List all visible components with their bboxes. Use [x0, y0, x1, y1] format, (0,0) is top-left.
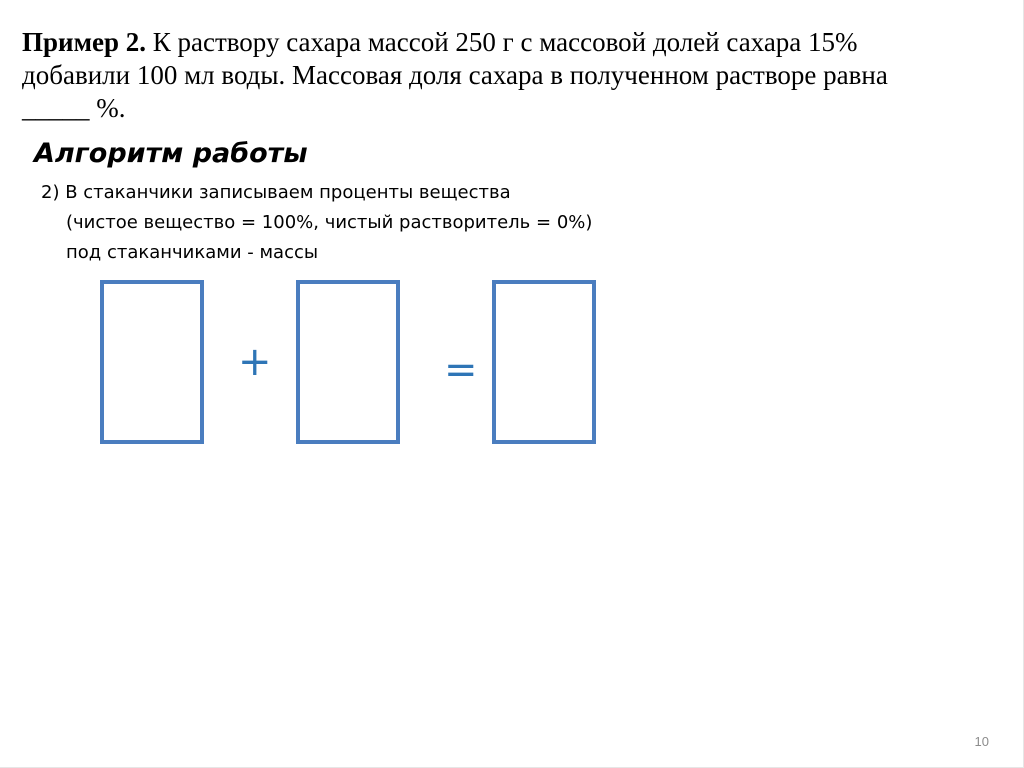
problem-line-3: _____ %. [22, 93, 126, 123]
cup-first [100, 280, 204, 444]
plus-sign: + [238, 339, 272, 385]
problem-line-2: добавили 100 мл воды. Массовая доля сахара в полученном растворе равна [22, 60, 888, 90]
problem-statement [22, 26, 1002, 125]
algorithm-steps [41, 178, 592, 268]
step-line-2: (чистое вещество = 100%, чистый растворитель = 0%) [66, 212, 593, 233]
step-line-3: под стаканчиками - массы [66, 242, 319, 263]
problem-lead: Пример 2. [22, 27, 146, 57]
algorithm-heading: Алгоритм работы [34, 138, 308, 169]
page-number: 10 [974, 734, 989, 749]
cup-result [492, 280, 596, 444]
cup-second [296, 280, 400, 444]
step-line-1: 2) В стаканчики записываем проценты вещества [41, 182, 511, 203]
equals-sign: = [444, 347, 478, 393]
problem-line-1: К раствору сахара массой 250 г с массовой долей сахара 15% [145, 27, 858, 57]
